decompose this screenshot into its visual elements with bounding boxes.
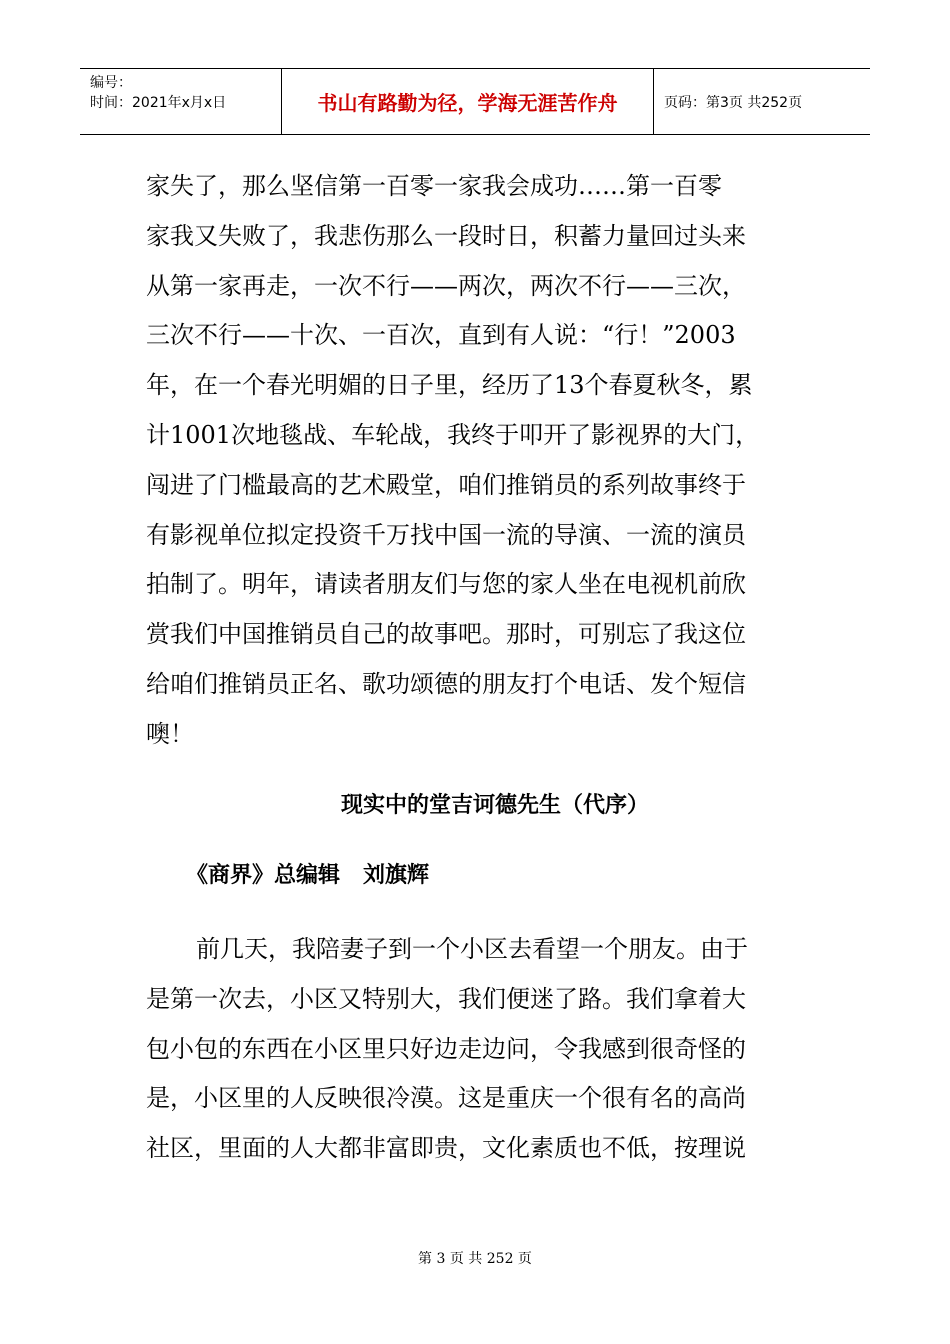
text-line: 三次不行——十次、一百次，直到有人说：“行！”2003: [146, 321, 736, 350]
section-byline: 《商界》总编辑 刘旗辉: [186, 863, 429, 888]
number-label: 编号：: [90, 75, 132, 91]
body-paragraph-2: [146, 925, 806, 1174]
text-line: 计1001次地毯战、车轮战，我终于叩开了影视界的大门，: [146, 420, 760, 449]
text-line: 是第一次去，小区又特别大，我们便迷了路。我们拿着大: [146, 984, 746, 1013]
text-line: 闯进了门槛最高的艺术殿堂，咱们推销员的系列故事终于: [146, 470, 746, 499]
text-line: 有影视单位拟定投资千万找中国一流的导演、一流的演员: [146, 520, 746, 549]
text-line: 是，小区里的人反映很冷漠。这是重庆一个很有名的高尚: [146, 1084, 746, 1113]
date-label: 时间：2021年x月x日: [90, 95, 227, 111]
section-title: 现实中的堂吉诃德先生（代序）: [340, 793, 649, 818]
text-line: 年，在一个春光明媚的日子里，经历了13个春夏秋冬，累: [146, 371, 753, 400]
text-line: 拍制了。明年，请读者朋友们与您的家人坐在电视机前欣: [146, 570, 746, 599]
text-line: 社区，里面的人大都非富即贵，文化素质也不低，按理说: [146, 1134, 746, 1163]
text-line: 前几天，我陪妻子到一个小区去看望一个朋友。由于: [196, 935, 748, 963]
page-footer: 第 3 页 共 252 页: [418, 1251, 532, 1267]
text-line: 家失了，那么坚信第一百零一家我会成功……第一百零: [146, 172, 722, 200]
text-line: 从第一家再走，一次不行——两次，两次不行——三次，: [146, 271, 746, 300]
text-line: 噢！: [146, 719, 194, 748]
body-paragraph: [146, 162, 806, 760]
header-page-info: 页码：第3页 共252页: [664, 94, 803, 111]
text-line: 包小包的东西在小区里只好边走边问，令我感到很奇怪的: [146, 1034, 746, 1063]
text-line: 家我又失败了，我悲伤那么一段时日，积蓄力量回过头来: [146, 221, 746, 250]
header-motto: 书山有路勤为径，学海无涯苦作舟: [282, 69, 654, 134]
text-line: 赏我们中国推销员自己的故事吧。那时，可别忘了我这位: [146, 620, 746, 649]
text-line: 给咱们推销员正名、歌功颂德的朋友打个电话、发个短信: [146, 669, 746, 698]
page-header: [80, 68, 870, 135]
header-meta: [80, 69, 282, 134]
